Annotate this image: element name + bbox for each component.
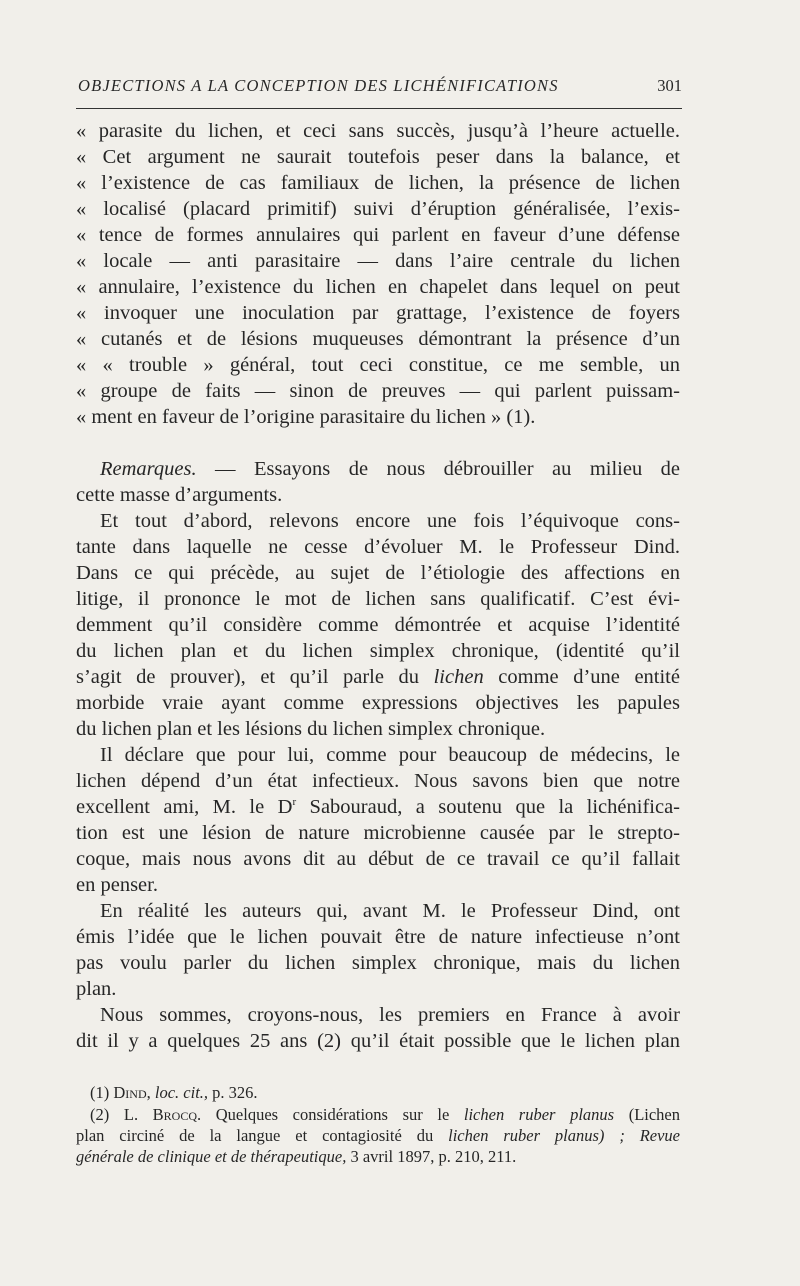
remarques-label: Remarques. <box>100 458 197 480</box>
footnote-author: L. Brocq. <box>123 1105 202 1124</box>
body-line: En réalité les auteurs qui, avant M. le Professeur Dind, ont <box>100 900 680 922</box>
quote-line: « parasite du lichen, et ceci sans succès, jusqu’à l’heure actuelle. <box>76 120 680 142</box>
quote-line: « l’existence de cas familiaux de lichen, la présence de lichen <box>76 172 680 194</box>
text-span: Sabouraud, a soutenu que la lichénifica- <box>309 796 680 818</box>
footnote-2-line <box>76 1146 680 1167</box>
remarques-text: — Essayons de nous débrouiller au milieu de <box>215 458 680 480</box>
footnote-2-line <box>76 1125 680 1146</box>
body-line <box>76 794 680 820</box>
body-line: cette masse d’arguments. <box>76 484 283 506</box>
footnote-number: (2) <box>90 1105 110 1124</box>
body-line: Il déclare que pour lui, comme pour beaucoup de médecins, le <box>100 744 680 766</box>
body-line: pas voulu parler du lichen simplex chronique, mais du lichen <box>76 952 680 974</box>
footnote-1 <box>76 1082 680 1103</box>
body-line: tion est une lésion de nature microbienne causée par le strepto- <box>76 822 680 844</box>
footnote-text: p. 326. <box>212 1083 258 1102</box>
footnote-italic: générale de clinique et de thérapeutique, <box>76 1147 347 1166</box>
body-line: litige, il prononce le mot de lichen sans qualificatif. C’est évi- <box>76 588 680 610</box>
quote-line: « tence de formes annulaires qui parlent en faveur d’une défense <box>76 224 680 246</box>
quote-line: « cutanés et de lésions muqueuses démontrant la présence d’un <box>76 328 680 350</box>
footnote-italic: loc. cit., <box>154 1083 209 1102</box>
footnote-text: Quelques considérations sur le <box>215 1105 450 1124</box>
body-line: dit il y a quelques 25 ans (2) qu’il était possible que le lichen plan <box>76 1030 680 1052</box>
footnote-author: Dind, <box>113 1083 151 1102</box>
body-line: coque, mais nous avons dit au début de ce travail ce qu’il fallait <box>76 848 680 870</box>
body-line: morbide vraie ayant comme expressions objectives les papules <box>76 692 680 714</box>
page-number: 301 <box>657 76 682 95</box>
quote-line: « locale — anti parasitaire — dans l’aire centrale du lichen <box>76 250 680 272</box>
body-line: Nous sommes, croyons-nous, les premiers en France à avoir <box>100 1004 680 1026</box>
body-line: du lichen plan et du lichen simplex chronique, (identité qu’il <box>76 640 680 662</box>
quote-line: « « trouble » général, tout ceci constitue, ce me semble, un <box>76 354 680 376</box>
quote-line: « invoquer une inoculation par grattage, l’existence de foyers <box>76 302 680 324</box>
body-line: du lichen plan et les lésions du lichen simplex chronique. <box>76 718 546 740</box>
quote-line: « ment en faveur de l’origine parasitaire du lichen » (1). <box>76 406 536 428</box>
text-span: s’agit de prouver), et qu’il parle du <box>76 666 420 688</box>
footnote-number: (1) <box>90 1083 110 1102</box>
body-line: plan. <box>76 978 117 1000</box>
quote-line: « localisé (placard primitif) suivi d’éruption généralisée, l’exis- <box>76 198 680 220</box>
header-rule <box>76 108 682 109</box>
body-line: lichen dépend d’un état infectieux. Nous savons bien que notre <box>76 770 680 792</box>
body-line: Dans ce qui précède, au sujet de l’étiologie des affections en <box>76 562 680 584</box>
quote-line: « Cet argument ne saurait toutefois peser dans la balance, et <box>76 146 680 168</box>
quote-line: « annulaire, l’existence du lichen en chapelet dans lequel on peut <box>76 276 680 298</box>
running-header <box>78 76 682 96</box>
superscript: r <box>292 796 297 808</box>
text-span: excellent ami, M. le $D^r$ <box>76 796 297 818</box>
italic-term: lichen <box>433 666 484 688</box>
body-line: tante dans laquelle ne cesse d’évoluer M. le Professeur Dind. <box>76 536 680 558</box>
footnote-text: plan circiné de la langue et contagiosité du <box>76 1126 434 1145</box>
running-title: OBJECTIONS A LA CONCEPTION DES LICHÉNIFICATIONS <box>78 76 559 95</box>
footnote-text: (Lichen <box>628 1105 681 1124</box>
body-line: demment qu’il considère comme démontrée et acquise l’identité <box>76 614 680 636</box>
body-line <box>76 664 680 690</box>
body-line: émis l’idée que le lichen pouvait être de nature infectieuse n’ont <box>76 926 680 948</box>
quote-line: « groupe de faits — sinon de preuves — qui parlent puissam- <box>76 380 680 402</box>
remarques-line <box>76 456 680 482</box>
footnote-italic: lichen ruber planus <box>463 1105 615 1124</box>
footnote-italic: lichen ruber planus) ; Revue <box>448 1126 681 1145</box>
body-line: en penser. <box>76 874 158 896</box>
body-line: Et tout d’abord, relevons encore une fois l’équivoque cons- <box>100 510 680 532</box>
text-span: comme d’une entité <box>498 666 680 688</box>
footnote-2-line <box>76 1104 680 1125</box>
footnote-text: 3 avril 1897, p. 210, 211. <box>350 1147 517 1166</box>
